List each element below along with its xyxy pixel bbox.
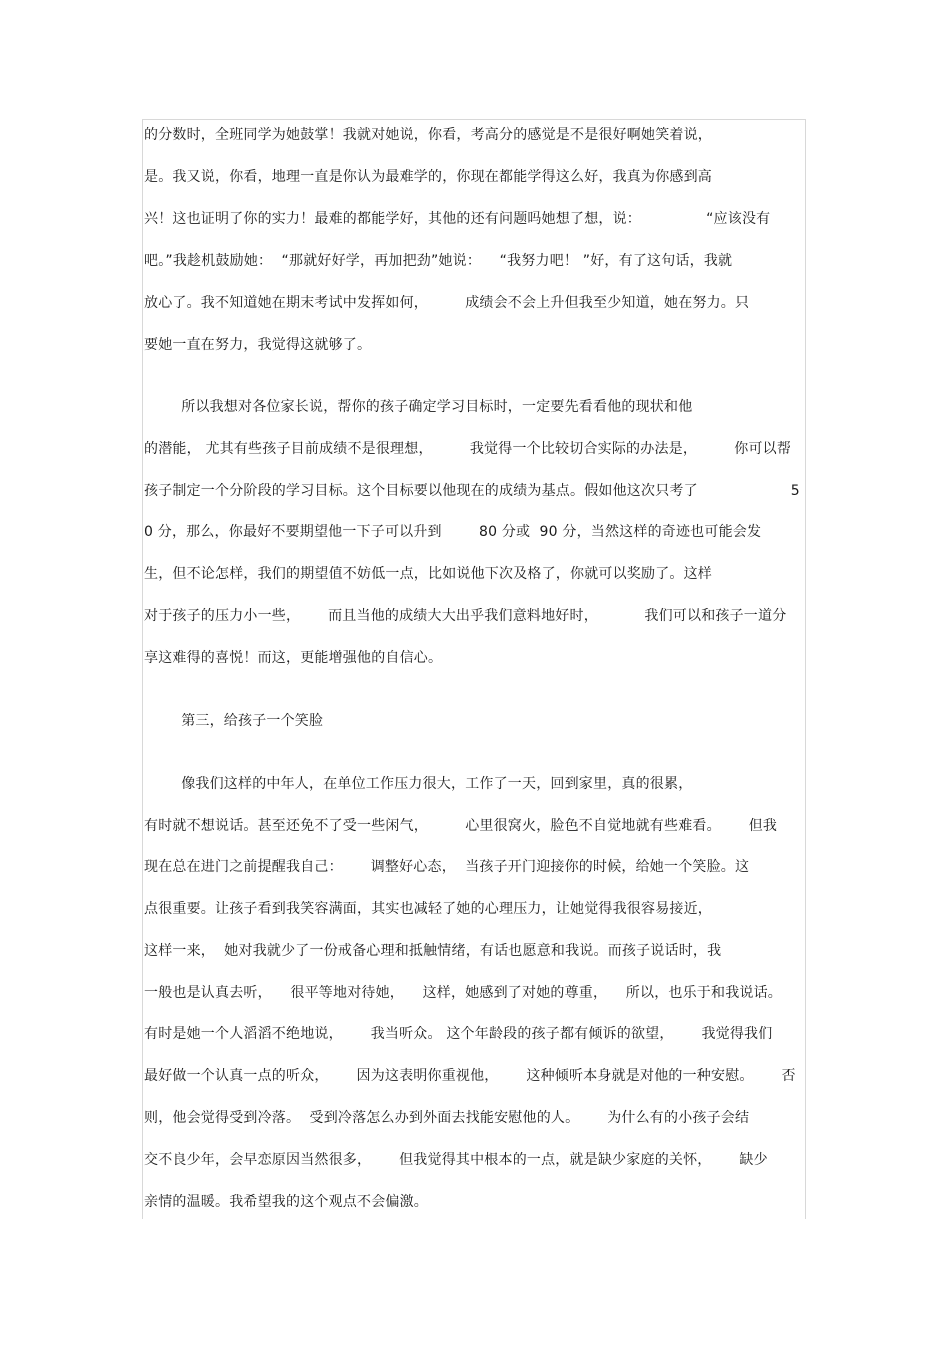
p1-line-4: 吧。”我趁机鼓励她： “那就好好学，再加把劲”她说： “我努力吧！ ”好，有了这句话，我就 (144, 253, 733, 269)
p2-line-3: 孩子制定一个分阶段的学习目标。这个目标要以他现在的成绩为基点。假如他这次只考了 5 (144, 483, 800, 499)
p3-line-5: 这样一来， 她对我就少了一份戒备心理和抵触情绪，有话也愿意和我说。而孩子说话时，我 (144, 943, 722, 959)
p3-line-6: 一般也是认真去听， 很平等地对待她， 这样，她感到了对她的尊重， 所以，也乐于和我说话。 (144, 985, 782, 1001)
p3-line-7: 有时是她一个人滔滔不绝地说， 我当听众。 这个年龄段的孩子都有倾诉的欲望， 我觉得我们 (144, 1026, 773, 1042)
p2-line-5: 生，但不论怎样，我们的期望值不妨低一点，比如说他下次及格了，你就可以奖励了。这样 (144, 566, 712, 582)
page-frame (142, 119, 806, 1219)
p3-line-2: 有时就不想说话。甚至还免不了受一些闲气， 心里很窝火，脸色不自觉地就有些难看。 但我 (144, 818, 778, 834)
p2-line-1: 所以我想对各位家长说，帮你的孩子确定学习目标时，一定要先看看他的现状和他 (144, 399, 693, 415)
p2-line-2: 的潜能， 尤其有些孩子目前成绩不是很理想， 我觉得一个比较切合实际的办法是， 你可以帮 (144, 441, 792, 457)
p2-line-4: 0 分，那么，你最好不要期望他一下子可以升到 80 分或 90 分，当然这样的奇迹也可能会发 (144, 524, 762, 540)
p2-line-7: 享这难得的喜悦！而这，更能增强他的自信心。 (144, 650, 443, 666)
p3-line-1: 像我们这样的中年人，在单位工作压力很大，工作了一天，回到家里，真的很累， (144, 776, 693, 792)
p1-line-6: 要她一直在努力，我觉得这就够了。 (144, 337, 372, 353)
p1-line-5: 放心了。我不知道她在期末考试中发挥如何， 成绩会不会上升但我至少知道，她在努力。只 (144, 295, 750, 311)
p3-line-11: 亲情的温暖。我希望我的这个观点不会偏激。 (144, 1194, 428, 1210)
section-heading: 第三，给孩子一个笑脸 (144, 713, 324, 729)
p1-line-3: 兴！这也证明了你的实力！最难的都能学好，其他的还有问题吗她想了想，说： “应该没有 (144, 211, 771, 227)
p1-line-1: 的分数时，全班同学为她鼓掌！我就对她说，你看，考高分的感觉是不是很好啊她笑着说， (144, 127, 712, 143)
p3-line-3: 现在总在进门之前提醒我自己： 调整好心态， 当孩子开门迎接你的时候，给她一个笑脸。这 (144, 859, 750, 875)
p3-line-10: 交不良少年，会早恋原因当然很多， 但我觉得其中根本的一点，就是缺少家庭的关怀， 缺少 (144, 1152, 768, 1168)
p1-line-2: 是。我又说，你看，地理一直是你认为最难学的，你现在都能学得这么好，我真为你感到高 (144, 169, 712, 185)
p3-line-9: 则，他会觉得受到冷落。 受到冷落怎么办到外面去找能安慰他的人。 为什么有的小孩子会结 (144, 1110, 750, 1126)
p3-line-4: 点很重要。让孩子看到我笑容满面，其实也减轻了她的心理压力，让她觉得我很容易接近， (144, 901, 712, 917)
p3-line-8: 最好做一个认真一点的听众， 因为这表明你重视他， 这种倾听本身就是对他的一种安慰。 否 (144, 1068, 796, 1084)
p2-line-6: 对于孩子的压力小一些， 而且当他的成绩大大出乎我们意料地好时， 我们可以和孩子一道分 (144, 608, 787, 624)
